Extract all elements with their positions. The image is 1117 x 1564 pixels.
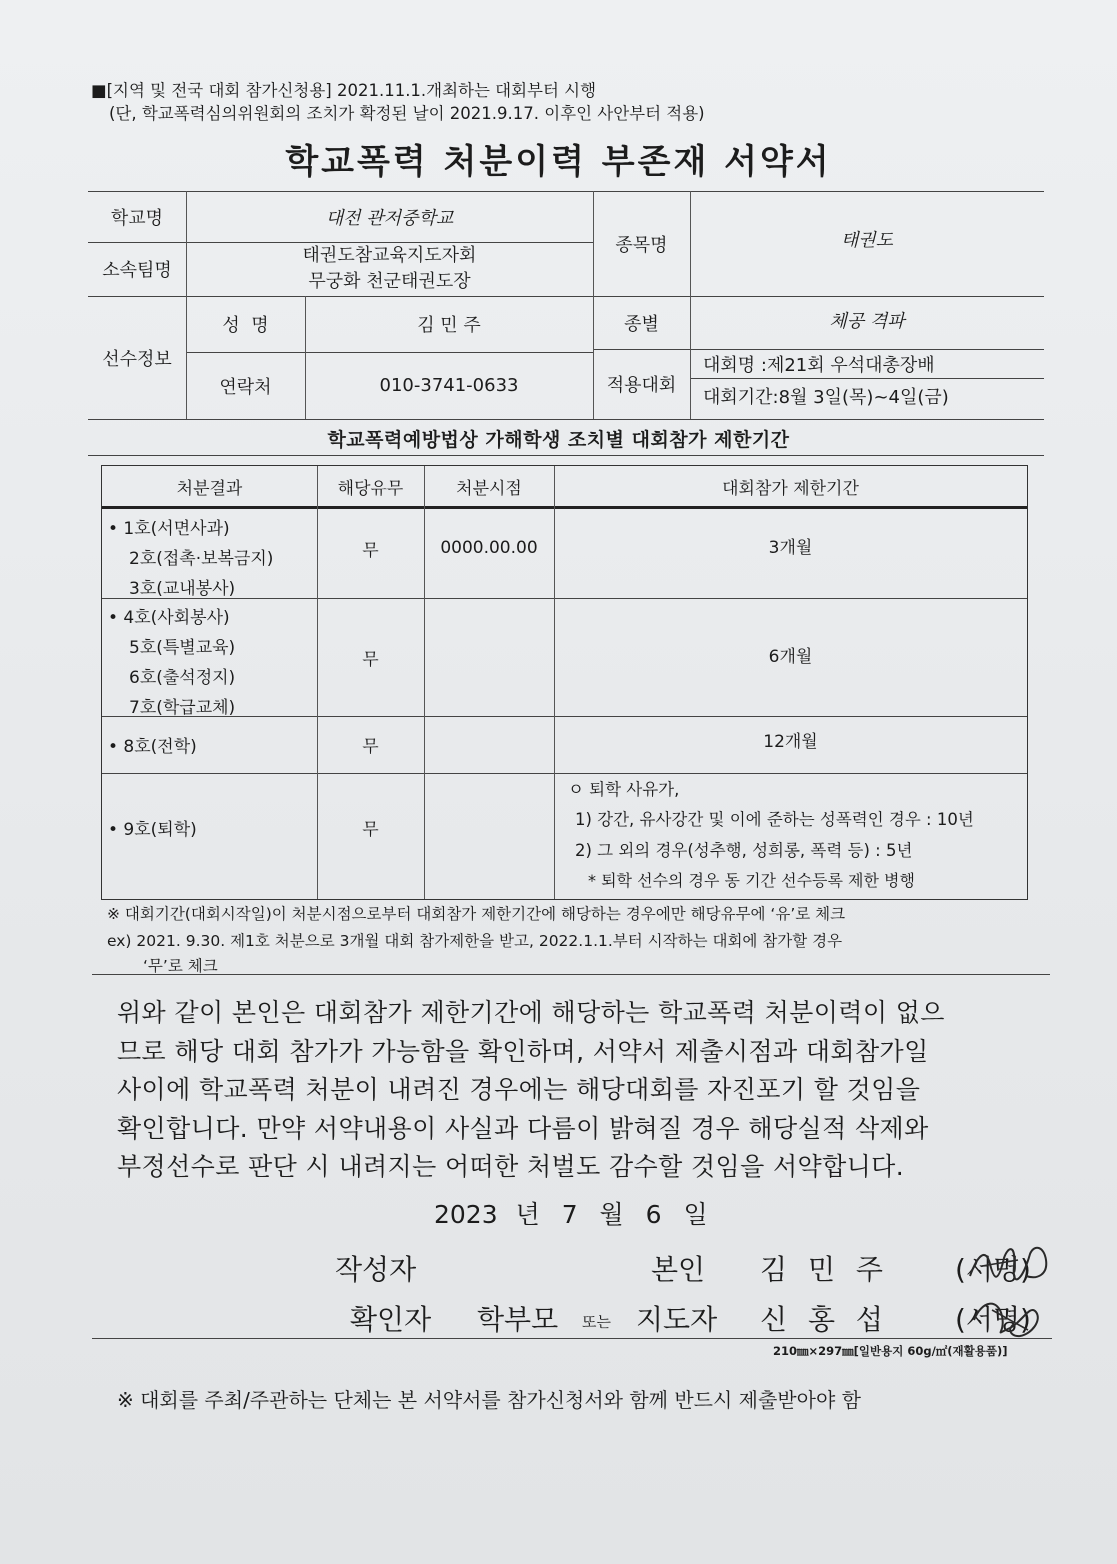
writer-label: 작성자: [335, 1253, 417, 1286]
confirmer-name: 신 홍 섭: [760, 1303, 889, 1336]
date-year: 2023: [434, 1200, 498, 1229]
row4-applicable: 무: [362, 819, 379, 840]
competition-name: 대회명 :제21회 우석대총장배: [703, 355, 935, 376]
header-date: 처분시점: [456, 478, 522, 499]
competition-period: 대회기간:8월 3일(목)~4일(금): [703, 387, 949, 408]
writer-role: 본인: [651, 1253, 706, 1286]
date-month-label: 월: [599, 1200, 624, 1229]
pledge-line-3: 사이에 학교폭력 처분이 내려진 경우에는 해당대회를 자진포기 할 것임을: [117, 1075, 921, 1104]
pledge-text: [117, 994, 1037, 1187]
team-line-1: 태권도참교육지도자회: [302, 245, 477, 266]
header-line-2: (단, 학교폭력심의위원회의 조치가 확정된 날이 2021.9.17. 이후인 사안부터 적용): [109, 104, 705, 123]
pledge-line-2: 므로 해당 대회 참가가 가능함을 확인하며, 서약서 제출시점과 대회참가일: [117, 1036, 929, 1066]
confirmer-role-parent: 학부모: [477, 1303, 559, 1336]
writer-signature-scribble: [960, 1236, 1055, 1296]
document-title: 학교폭력 처분이력 부존재 서약서: [285, 142, 832, 182]
writer-sign-placeholder: (서명): [955, 1253, 1031, 1286]
category-label: 종별: [624, 313, 659, 335]
contact-value: 010-3741-0633: [379, 375, 519, 396]
confirmer-signature-scribble: [962, 1290, 1052, 1345]
date-day: 6: [645, 1200, 662, 1229]
row1-period: 3개월: [768, 537, 813, 558]
header-period: 대회참가 제한기간: [722, 479, 859, 499]
pledge-line-5: 부정선수로 판단 시 내려지는 어떠한 처벌도 감수할 것임을 서약합니다.: [117, 1152, 905, 1181]
event-value: 태권도: [840, 229, 894, 251]
event-label: 종목명: [615, 234, 668, 256]
confirmer-or: 또는: [582, 1313, 611, 1331]
date-line: [434, 1195, 708, 1231]
row2-item-4: 7호(학급교체): [129, 698, 236, 718]
row1-item-3: 3호(교내봉사): [129, 579, 236, 599]
note-3: ‘무’로 체크: [143, 957, 218, 975]
note-1: ※ 대회기간(대회시작일)이 처분시점으로부터 대회참가 제한기간에 해당하는 경우에만 해당유무에 ‘유’로 체크: [107, 905, 846, 923]
disciplinary-table: [101, 465, 1028, 900]
row4-period-line-4: * 퇴학 선수의 경우 동 기간 선수등록 제한 병행: [588, 871, 915, 890]
date-year-label: 년: [515, 1200, 540, 1229]
name-label: 성 명: [222, 315, 269, 336]
row2-item-1: • 4호(사회봉사): [108, 608, 230, 628]
row2-item-3: 6호(출석정지): [129, 668, 236, 688]
row2-item-2: 5호(특별교육): [129, 638, 236, 658]
row1-item-1: • 1호(서면사과): [108, 519, 230, 539]
row4-period-line-3: 2) 그 외의 경우(성추행, 성희롱, 폭력 등) : 5년: [575, 841, 913, 860]
school-value: 대전 관저중학교: [325, 207, 454, 229]
row1-applicable: 무: [362, 540, 379, 561]
team-value: [186, 242, 593, 296]
row2-applicable: 무: [362, 649, 379, 670]
section-title: 학교폭력예방법상 가해학생 조치별 대회참가 제한기간: [327, 429, 790, 451]
row2-period: 6개월: [768, 646, 813, 667]
row3-period: 12개월: [763, 732, 818, 752]
pledge-line-4: 확인합니다. 만약 서약내용이 사실과 다름이 밝혀질 경우 해당실적 삭제와: [117, 1113, 929, 1143]
confirmer-role-coach: 지도자: [636, 1303, 718, 1336]
paper-spec: 210㎜×297㎜[일반용지 60g/㎡(재활용품)]: [773, 1344, 1008, 1358]
row1-item-2: 2호(접촉·보복금지): [129, 549, 274, 569]
header-applicable: 해당유무: [337, 478, 404, 499]
row3-item-1: • 8호(전학): [108, 737, 197, 757]
school-label: 학교명: [110, 207, 164, 229]
row4-period-line-2: 1) 강간, 유사강간 및 이에 준하는 성폭력인 경우 : 10년: [575, 810, 974, 829]
footer-note: ※ 대회를 주최/주관하는 단체는 본 서약서를 참가신청서와 함께 반드시 제출받아야 함: [117, 1388, 861, 1412]
pledge-line-1: 위와 같이 본인은 대회참가 제한기간에 해당하는 학교폭력 처분이력이 없으: [117, 998, 945, 1027]
competition-label: 적용대회: [606, 375, 677, 396]
writer-name: 김 민 주: [760, 1253, 889, 1286]
name-value: 김 민 주: [417, 315, 481, 336]
category-value: 체공 격파: [829, 311, 905, 332]
row4-item-1: • 9호(퇴학): [108, 819, 197, 840]
team-line-2: 무궁화 천군태권도장: [308, 271, 471, 292]
player-info-label: 선수정보: [102, 348, 172, 370]
row3-applicable: 무: [362, 737, 379, 757]
header-line-1: ■[지역 및 전국 대회 참가신청용] 2021.11.1.개최하는 대회부터 시행: [91, 81, 597, 100]
row4-period-line-1: ㅇ 퇴학 사유가,: [568, 780, 680, 799]
date-day-label: 일: [683, 1200, 708, 1229]
team-label: 소속팀명: [102, 260, 172, 281]
confirmer-label: 확인자: [350, 1303, 432, 1336]
row1-date: 0000.00.00: [440, 538, 538, 558]
confirmer-sign-placeholder: (서명): [955, 1303, 1031, 1336]
date-month: 7: [561, 1200, 578, 1229]
note-2: ex) 2021. 9.30. 제1호 처분으로 3개월 대회 참가제한을 받고, 2022.1.1.부터 시작하는 대회에 참가할 경우: [107, 932, 843, 950]
header-result: 처분결과: [176, 478, 243, 499]
contact-label: 연락처: [219, 376, 272, 398]
